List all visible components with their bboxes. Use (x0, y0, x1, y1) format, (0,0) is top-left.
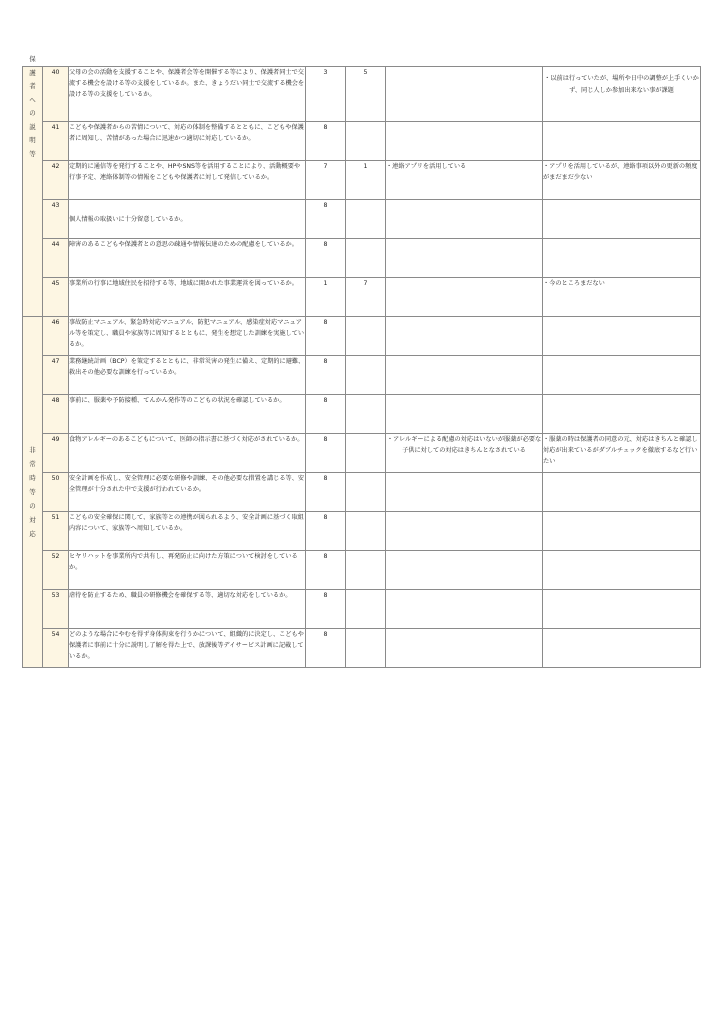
item-number: 52 (43, 551, 69, 590)
no-count (346, 239, 386, 278)
no-count (346, 434, 386, 473)
question-text: 事業所の行事に地域住民を招待する等、地域に開かれた事業運営を図っているか。 (69, 278, 306, 317)
facility-comment (386, 356, 543, 395)
item-number: 48 (43, 395, 69, 434)
question-text: 個人情報の取扱いに十分留意しているか。 (69, 200, 306, 239)
question-text: 安全計画を作成し、安全管理に必要な研修や訓練、その他必要な措置を講じる等、安全管理が十分された中で支援が行われているか。 (69, 473, 306, 512)
facility-comment (386, 239, 543, 278)
question-text: 業務継続計画（BCP）を策定するとともに、非常災害の発生に備え、定期的に避難、救出その他必要な訓練を行っているか。 (69, 356, 306, 395)
question-text: 食物アレルギーのあるこどもについて、医師の指示書に基づく対応がされているか。 (69, 434, 306, 473)
guardian-comment (543, 473, 701, 512)
question-text: 障害のあるこどもや保護者との意思の疎通や情報伝達のための配慮をしているか。 (69, 239, 306, 278)
yes-count: 8 (306, 590, 346, 629)
question-text: 虐待を防止するため、職員の研修機会を確保する等、適切な対応をしているか。 (69, 590, 306, 629)
item-number: 54 (43, 629, 69, 668)
no-count (346, 200, 386, 239)
facility-comment (386, 590, 543, 629)
guardian-comment (543, 356, 701, 395)
guardian-comment (543, 512, 701, 551)
yes-count: 8 (306, 395, 346, 434)
guardian-comment (543, 395, 701, 434)
question-text: 事故防止マニュアル、緊急時対応マニュアル、防犯マニュアル、感染症対応マニュアル等を策定し、職員や家族等に周知するとともに、発生を想定した訓練を実施しているか。 (69, 317, 306, 356)
category-label: 非 常 時 等 の 対 応 (29, 446, 36, 538)
question-text: 事前に、服薬や予防接種、てんかん発作等のこどもの状況を確認しているか。 (69, 395, 306, 434)
category-guardian-explanation (23, 55, 43, 317)
item-number: 51 (43, 512, 69, 551)
yes-count: 1 (306, 278, 346, 317)
facility-comment (386, 395, 543, 434)
guardian-comment (543, 67, 701, 122)
category-label: 保 護 者 へ の 説 明 等 (29, 55, 36, 158)
no-count: 1 (346, 161, 386, 200)
item-number: 46 (43, 317, 69, 356)
no-count (346, 395, 386, 434)
yes-count: 3 (306, 67, 346, 122)
facility-comment: ・アレルギーによる配慮の対応はいないが服薬が必要な子供に対しての対応はきちんとなされている (386, 434, 543, 473)
guardian-comment (543, 629, 701, 668)
facility-comment: ・連絡アプリを活用している (386, 161, 543, 200)
yes-count: 7 (306, 161, 346, 200)
table-row (23, 551, 701, 590)
evaluation-table (22, 55, 701, 668)
guardian-comment-text: ・以前は行っていたが、場所や日中の調整が上手くいかず、同じ人しか参加出来ない事が課題 (544, 75, 699, 94)
yes-count: 8 (306, 239, 346, 278)
item-number: 44 (43, 239, 69, 278)
question-text: 定期的に通信等を発行することや、HPやSNS等を活用することにより、活動概要や行事予定、連絡体制等の情報をこどもや保護者に対して発信しているか。 (69, 161, 306, 200)
question-text: こどもや保護者からの苦情について、対応の体制を整備するとともに、こどもや保護者に周知し、苦情があった場合に迅速かつ適切に対応しているか。 (69, 122, 306, 161)
table-row (23, 512, 701, 551)
facility-comment (386, 317, 543, 356)
guardian-comment (543, 551, 701, 590)
table-row (23, 122, 701, 161)
table-row (23, 67, 701, 122)
item-number: 45 (43, 278, 69, 317)
table-row (23, 356, 701, 395)
no-count (346, 122, 386, 161)
facility-comment (386, 512, 543, 551)
yes-count: 8 (306, 200, 346, 239)
yes-count: 8 (306, 122, 346, 161)
no-count (346, 317, 386, 356)
yes-count: 8 (306, 551, 346, 590)
no-count: 7 (346, 278, 386, 317)
yes-count: 8 (306, 434, 346, 473)
guardian-comment (543, 239, 701, 278)
guardian-comment: ・服薬の時は保護者の同意の元、対応はきちんと確認し対応が出来ているがダブルチェックを徹底するなど行いたい (543, 434, 701, 473)
no-count (346, 356, 386, 395)
guardian-comment: ・今のところまだない (543, 278, 701, 317)
question-text: ヒヤリハットを事業所内で共有し、再発防止に向けた方策について検討をしているか。 (69, 551, 306, 590)
table-row (23, 590, 701, 629)
table-row (23, 473, 701, 512)
guardian-comment (543, 590, 701, 629)
no-count (346, 590, 386, 629)
table-row (23, 317, 701, 356)
table-row (23, 278, 701, 317)
guardian-comment (543, 122, 701, 161)
facility-comment (386, 200, 543, 239)
item-number: 53 (43, 590, 69, 629)
guardian-comment (543, 317, 701, 356)
table-row (23, 629, 701, 668)
no-count (346, 512, 386, 551)
item-number: 41 (43, 122, 69, 161)
table-row (23, 200, 701, 239)
guardian-comment (543, 200, 701, 239)
table-row (23, 395, 701, 434)
facility-comment (386, 551, 543, 590)
no-count: 5 (346, 67, 386, 122)
yes-count: 8 (306, 512, 346, 551)
item-number: 42 (43, 161, 69, 200)
yes-count: 8 (306, 473, 346, 512)
facility-comment (386, 122, 543, 161)
facility-comment (386, 278, 543, 317)
item-number: 40 (43, 67, 69, 122)
question-text: 父母の会の活動を支援することや、保護者会等を開催する等により、保護者同士で交流する機会を設ける等の支援をしているか。また、きょうだい同士で交流する機会を設ける等の支援をしているか。 (69, 67, 306, 122)
facility-comment (386, 629, 543, 668)
yes-count: 8 (306, 629, 346, 668)
item-number: 43 (43, 200, 69, 239)
no-count (346, 629, 386, 668)
question-text: どのような場合にやむを得ず身体拘束を行うかについて、組織的に決定し、こどもや保護者に事前に十分に説明し了解を得た上で、放課後等デイサービス計画に記載しているか。 (69, 629, 306, 668)
table-row (23, 239, 701, 278)
facility-comment (386, 67, 543, 122)
yes-count: 8 (306, 356, 346, 395)
guardian-comment: ・アプリを活用しているが、連絡事項以外の更新の頻度がまだまだ少ない (543, 161, 701, 200)
no-count (346, 473, 386, 512)
yes-count: 8 (306, 317, 346, 356)
category-emergency-response (23, 317, 43, 668)
table-row (23, 434, 701, 473)
question-text: こどもの安全確保に関して、家族等との連携が図られるよう、安全計画に基づく取組内容について、家族等へ周知しているか。 (69, 512, 306, 551)
no-count (346, 551, 386, 590)
item-number: 50 (43, 473, 69, 512)
facility-comment (386, 473, 543, 512)
item-number: 49 (43, 434, 69, 473)
item-number: 47 (43, 356, 69, 395)
table-row (23, 161, 701, 200)
